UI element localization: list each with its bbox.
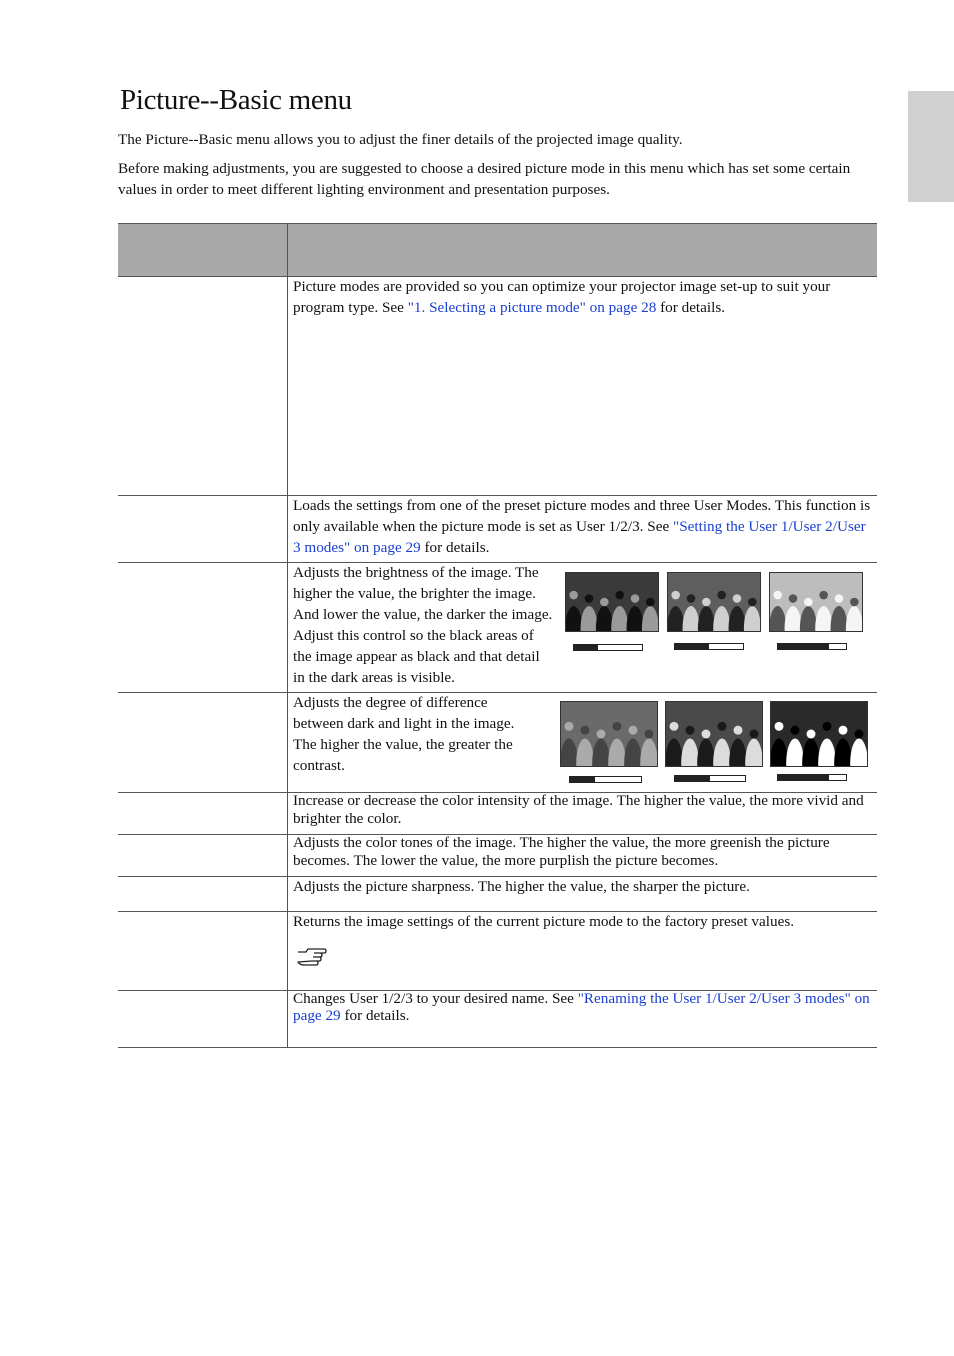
group-photo-illustration — [666, 702, 762, 766]
contrast-level-bar-high — [777, 774, 847, 781]
pointing-hand-icon — [296, 946, 328, 966]
intro-paragraph-1: The Picture--Basic menu allows you to adjust the finer details of the projected image quality. — [118, 131, 683, 148]
settings-table — [118, 223, 877, 1048]
rename-description — [293, 990, 873, 1024]
brightness-description: Adjusts the brightness of the image. The higher the value, the brighter the image. And lower the value, the darker the image. Adjust this control so the black areas of the image appear as black and that detail in the dark areas is visible. — [293, 564, 553, 686]
rename-link[interactable]: "Renaming the User 1/User 2/User 3 modes" on page 29 — [293, 990, 870, 1024]
brightness-level-fill — [778, 644, 829, 649]
reference-mode-link[interactable]: "Setting the User 1/User 2/User 3 modes" on page 29 — [293, 518, 866, 556]
column-divider — [287, 223, 288, 1048]
picture-mode-description — [293, 276, 873, 318]
brightness-level-fill — [675, 644, 709, 649]
contrast-level-fill — [778, 775, 829, 780]
contrast-sample-image-low — [560, 701, 658, 767]
sharpness-description: Adjusts the picture sharpness. The higher the value, the sharper the picture. — [293, 878, 750, 895]
color-description: Increase or decrease the color intensity of the image. The higher the value, the more vivid and brighter the color. — [293, 792, 864, 827]
brightness-level-fill — [574, 645, 598, 650]
brightness-level-bar-high — [777, 643, 847, 650]
brightness-sample-image-low — [565, 572, 659, 632]
table-bottom-border — [118, 1047, 877, 1048]
contrast-level-bar-low — [569, 776, 642, 783]
reset-description: Returns the image settings of the current picture mode to the factory preset values. — [293, 913, 795, 930]
group-photo-illustration — [561, 702, 657, 766]
reference-mode-description — [293, 495, 873, 558]
picture-mode-text: Picture modes are provided so you can optimize your projector image set-up to suit your program type. See — [293, 278, 831, 316]
group-photo-illustration — [771, 702, 867, 766]
reference-mode-text-end: for details. — [420, 539, 490, 556]
brightness-sample-image-mid — [667, 572, 761, 632]
brightness-sample-image-high — [769, 572, 863, 632]
intro-paragraph-2: Before making adjustments, you are suggested to choose a desired picture mode in this menu which has set some certain values in order to meet different lighting environment and presentation purposes. — [118, 160, 851, 198]
group-photo-illustration — [566, 573, 658, 631]
contrast-level-bar-mid — [674, 775, 746, 782]
table-header — [118, 223, 877, 277]
contrast-sample-image-high — [770, 701, 868, 767]
brightness-level-bar-mid — [674, 643, 744, 650]
reference-mode-text: Loads the settings from one of the preset picture modes and three User Modes. This function is only available when the picture mode is set as User 1/2/3. See — [293, 497, 871, 535]
contrast-description: Adjusts the degree of difference between dark and light in the image. The higher the value, the greater the contrast. — [293, 694, 515, 774]
brightness-level-bar-low — [573, 644, 643, 651]
page-title: Picture--Basic menu — [120, 84, 352, 116]
contrast-level-fill — [570, 777, 595, 782]
picture-mode-text-end: for details. — [656, 299, 726, 316]
contrast-level-fill — [675, 776, 710, 781]
chapter-side-tab — [908, 91, 954, 202]
group-photo-illustration — [770, 573, 862, 631]
picture-mode-link[interactable]: "1. Selecting a picture mode" on page 28 — [407, 299, 657, 316]
tint-description: Adjusts the color tones of the image. The higher the value, the more greenish the picture becomes. The lower the value, the more purplish the picture becomes. — [293, 834, 830, 869]
contrast-sample-image-mid — [665, 701, 763, 767]
group-photo-illustration — [668, 573, 760, 631]
rename-text: Changes User 1/2/3 to your desired name. See — [293, 990, 578, 1007]
rename-text-end: for details. — [340, 1007, 410, 1024]
